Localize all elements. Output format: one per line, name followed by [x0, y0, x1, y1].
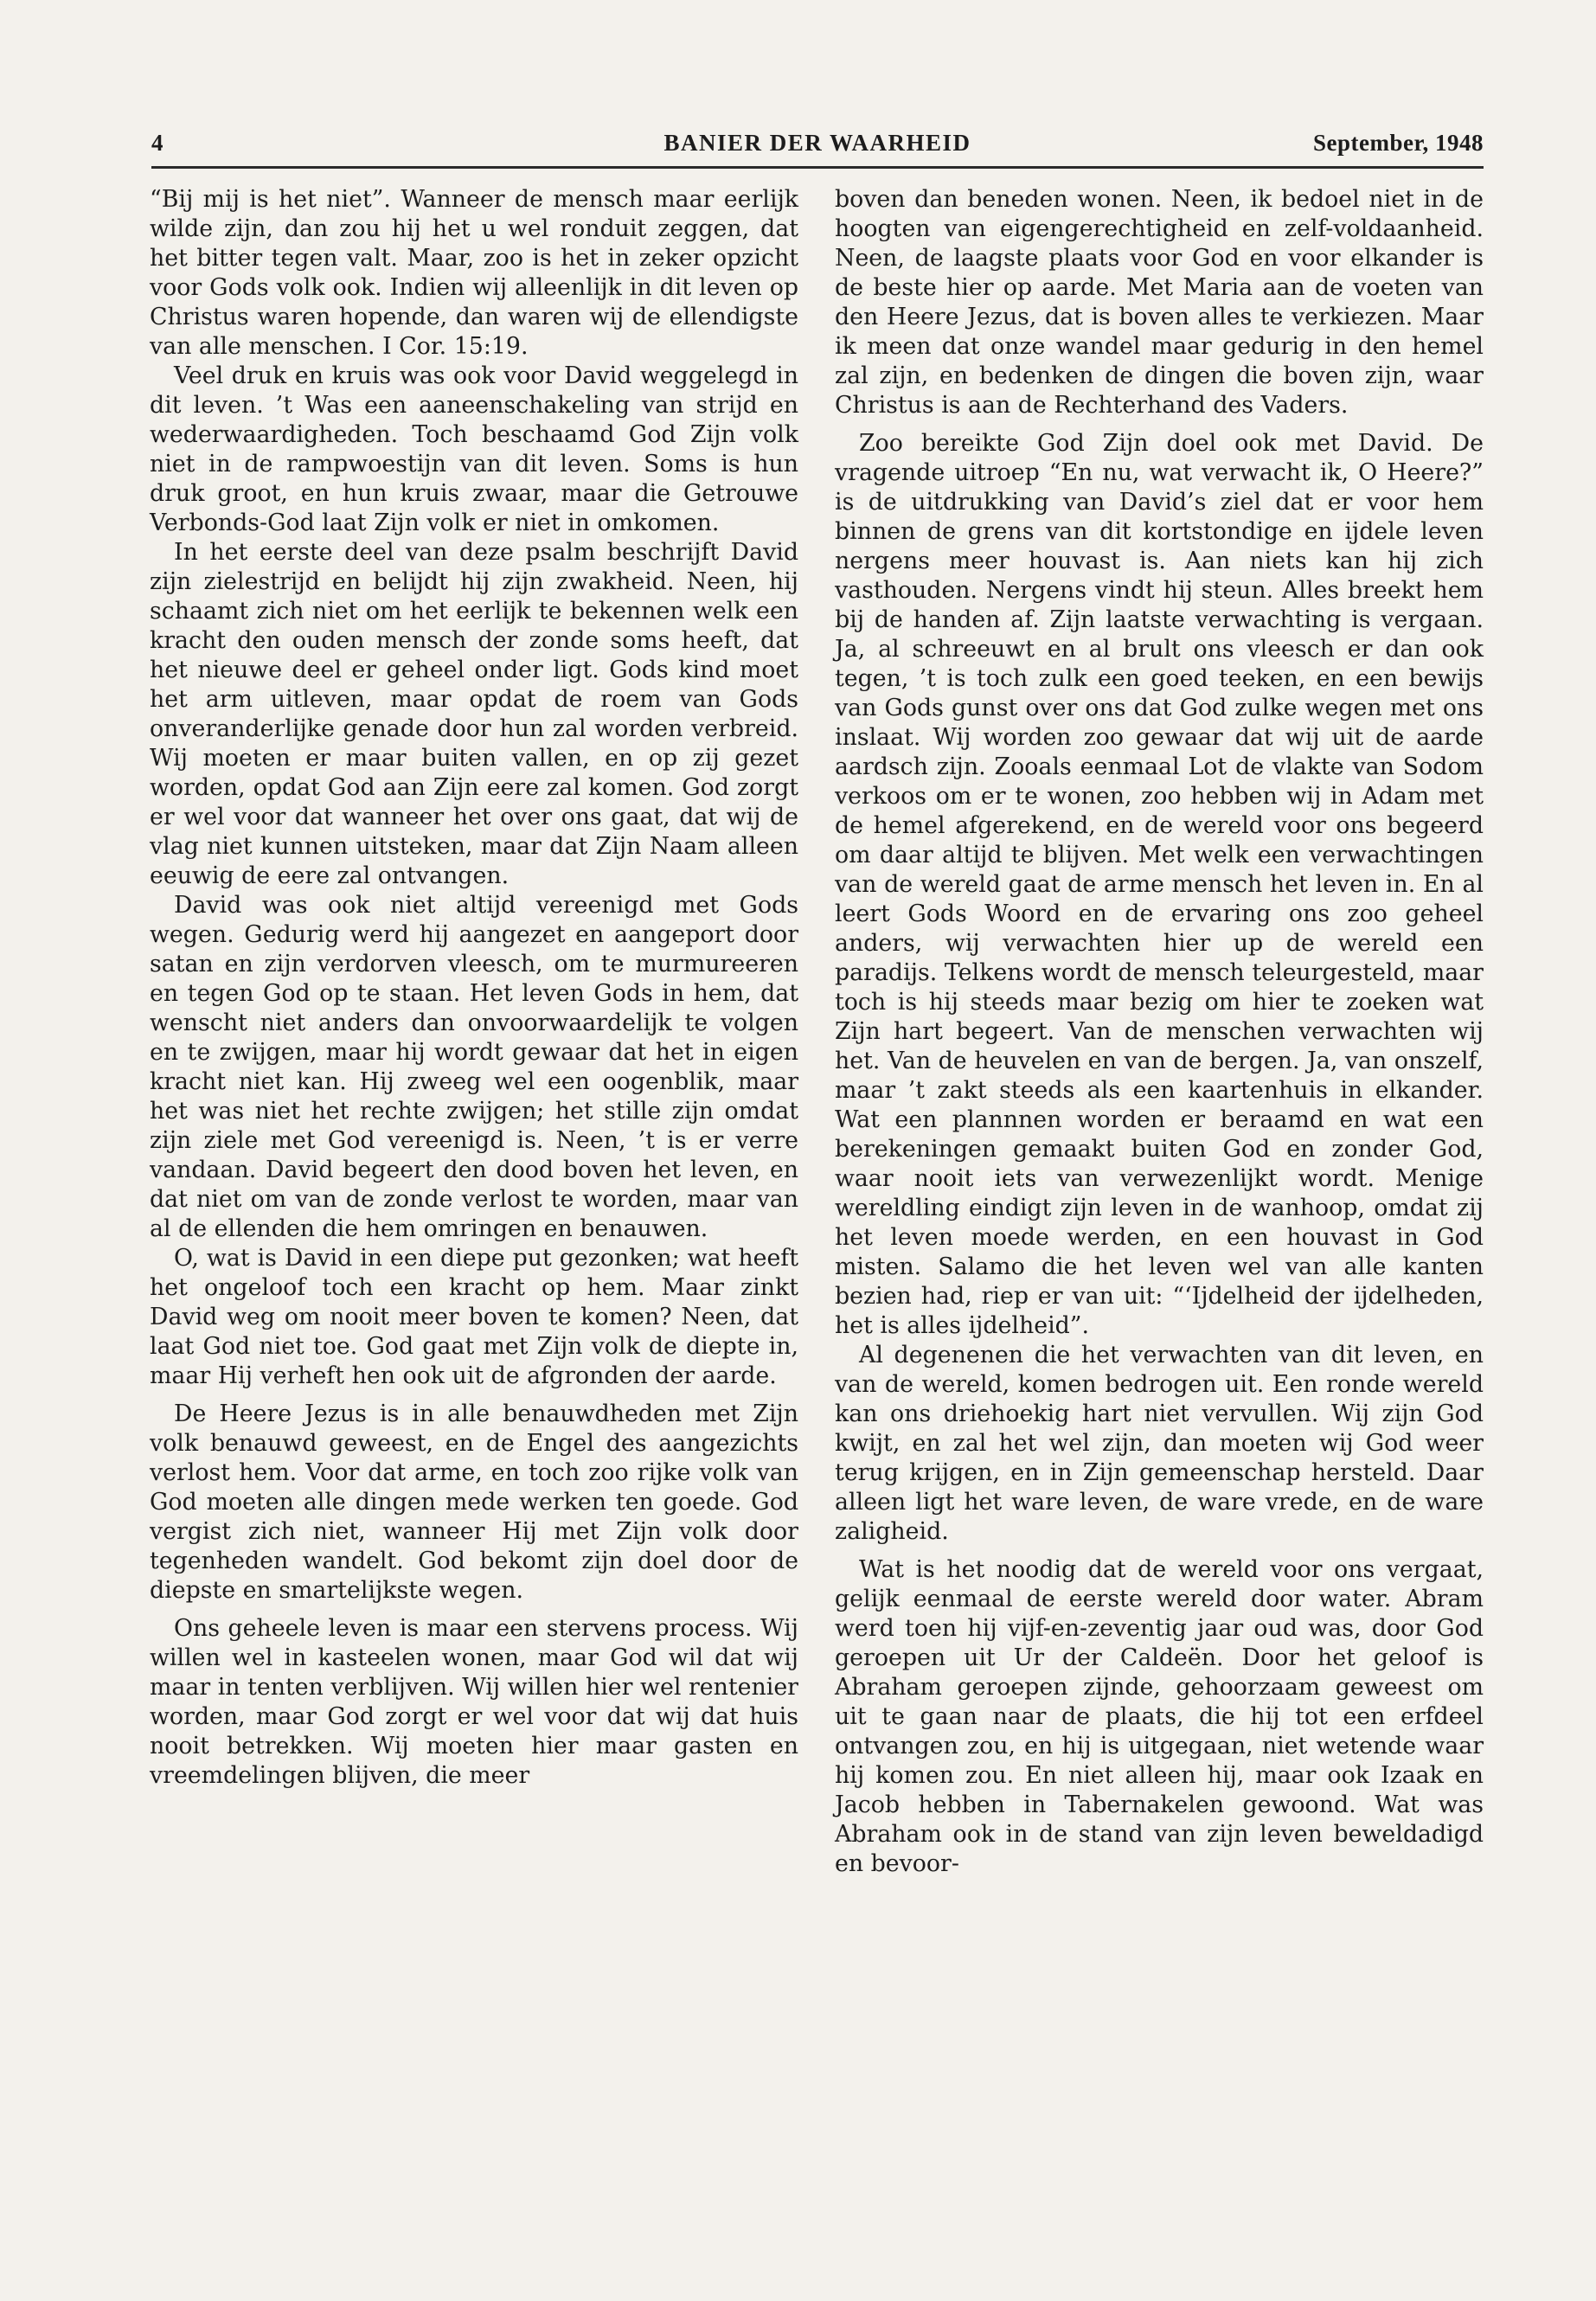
paragraph: “Bij mij is het niet”. Wanneer de mensch maar eerlijk wilde zijn, dan zou hij het u wel ronduit zeggen, dat het bitter tegen valt. Maar, zoo is het in zeker opzicht voor Gods volk ook. Indien wij alleenlijk in dit leven op Christus waren hopende, dan waren wij de ellendigste van alle menschen. I Cor. 15:19.	[150, 186, 798, 360]
paragraph: Ons geheele leven is maar een stervens process. Wij willen wel in kasteelen wonen, maar God wil dat wij maar in tenten verblijven. Wij willen hier wel rentenier worden, maar God zorgt er wel voor dat wij dat huis nooit betrekken. Wij moeten hier maar gasten en vreemdelingen blijven, die meer	[150, 1615, 798, 1789]
page-number: 4	[151, 130, 163, 156]
paragraph: In het eerste deel van deze psalm beschrijft David zijn zielestrijd en belijdt hij zijn zwakheid. Neen, hij schaamt zich niet om het eerlijk te bekennen welk een kracht den ouden mensch der zonde soms heeft, dat het nieuwe deel er geheel onder ligt. Gods kind moet het arm uitleven, maar opdat de roem van Gods onveranderlijke genade door hun zal worden verbreid. Wij moeten er maar buiten vallen, en op zij gezet worden, opdat God aan Zijn eere zal komen. God zorgt er wel voor dat wanneer het over ons gaat, dat wij de vlag niet kunnen uitsteken, maar dat Zijn Naam alleen eeuwig de eere zal ontvangen.	[150, 539, 798, 889]
paragraph: Veel druk en kruis was ook voor David weggelegd in dit leven. ’t Was een aaneenschakeling van strijd en wederwaardigheden. Toch beschaamd God Zijn volk niet in de rampwoestijn van dit leven. Soms is hun druk groot, en hun kruis zwaar, maar die Getrouwe Verbonds-God laat Zijn volk er niet in omkomen.	[150, 362, 798, 536]
header-rule	[151, 166, 1484, 169]
paragraph: David was ook niet altijd vereenigd met Gods wegen. Gedurig werd hij aangezet en aangeport door satan en zijn verdorven vleesch, om te murmureeren en tegen God op te staan. Het leven Gods in hem, dat wenscht niet anders dan onvoorwaardelijk te volgen en te zwijgen, maar hij wordt gewaar dat het in eigen kracht niet kan. Hij zweeg wel een oogenblik, maar het was niet het rechte zwijgen; het stille zijn omdat zijn ziele met God vereenigd is. Neen, ’t is er verre vandaan. David begeert den dood boven het leven, en dat niet om van de zonde verlost te worden, maar van al de ellenden die hem omringen en benauwen.	[150, 892, 798, 1242]
paragraph: Wat is het noodig dat de wereld voor ons vergaat, gelijk eenmaal de eerste wereld door water. Abram werd toen hij vijf-en-zeventig jaar oud was, door God geroepen uit Ur der Caldeën. Door het geloof is Abraham geroepen zijnde, gehoorzaam geweest om uit te gaan naar de plaats, die hij tot een erfdeel ontvangen zou, en hij is uitgegaan, niet wetende waar hij komen zou. En niet alleen hij, maar ook Izaak en Jacob hebben in Tabernakelen gewoond. Wat was Abraham ook in de stand van zijn leven beweldadigd en bevoor-	[835, 1556, 1484, 1877]
paragraph: boven dan beneden wonen. Neen, ik bedoel niet in de hoogten van eigengerechtigheid en zelf-voldaanheid. Neen, de laagste plaats voor God en voor elkander is de beste hier op aarde. Met Maria aan de voeten van den Heere Jezus, dat is boven alles te verkiezen. Maar ik meen dat onze wandel maar gedurig in den hemel zal zijn, en bedenken de dingen die boven zijn, waar Christus is aan de Rechterhand des Vaders.	[835, 186, 1484, 419]
publication-title: BANIER DER WAARHEID	[663, 130, 971, 156]
paragraph: O, wat is David in een diepe put gezonken; wat heeft het ongeloof toch een kracht op hem. Maar zinkt David weg om nooit meer boven te komen? Neen, dat laat God niet toe. God gaat met Zijn volk de diepte in, maar Hij verheft hen ook uit de afgronden der aarde.	[150, 1245, 798, 1389]
right-column	[835, 185, 1484, 1879]
paragraph: Al degenenen die het verwachten van dit leven, en van de wereld, komen bedrogen uit. Een ronde wereld kan ons driehoekig hart niet vervullen. Wij zijn God kwijt, en zal het wel zijn, dan moeten wij God weer terug krijgen, en in Zijn gemeenschap hersteld. Daar alleen ligt het ware leven, de ware vrede, en de ware zaligheid.	[835, 1342, 1484, 1545]
left-column	[150, 185, 798, 1791]
paragraph: De Heere Jezus is in alle benauwdheden met Zijn volk benauwd geweest, en de Engel des aangezichts verlost hem. Voor dat arme, en toch zoo rijke volk van God moeten alle dingen mede werken ten goede. God vergist zich niet, wanneer Hij met Zijn volk door tegenheden wandelt. God bekomt zijn doel door de diepste en smartelijkste wegen.	[150, 1400, 798, 1604]
paragraph: Zoo bereikte God Zijn doel ook met David. De vragende uitroep “En nu, wat verwacht ik, O Heere?” is de uitdrukking van David’s ziel dat er voor hem binnen de grens van dit kortstondige en ijdele leven nergens meer houvast is. Aan niets kan hij zich vasthouden. Nergens vindt hij steun. Alles breekt hem bij de handen af. Zijn laatste verwachting is vergaan. Ja, al schreeuwt en al brult ons vleesch er dan ook tegen, ’t is toch zulk een goed teeken, en een bewijs van Gods gunst over ons dat God zulke wegen met ons inslaat. Wij worden zoo gewaar dat wij uit de aarde aardsch zijn. Zooals eenmaal Lot de vlakte van Sodom verkoos om er te wonen, zoo hebben wij in Adam met de hemel afgerekend, en de wereld voor ons begeerd om daar altijd te blijven. Met welk een verwachtingen van de wereld gaat de arme mensch het leven in. En al leert Gods Woord en de ervaring ons zoo geheel anders, wij verwachten hier up de wereld een paradijs. Telkens wordt de mensch teleurgesteld, maar toch is hij steeds maar bezig om hier te zoeken wat Zijn hart begeert. Van de menschen verwachten wij het. Van de heuvelen en van de bergen. Ja, van onszelf, maar ’t zakt steeds als een kaartenhuis in elkander. Wat een plannnen worden er beraamd en wat een berekeningen gemaakt buiten God en zonder God, waar nooit iets van verwezenlijkt wordt. Menige wereldling eindigt zijn leven in de wanhoop, omdat zij het leven moede werden, en een houvast in God misten. Salamo die het leven wel van alle kanten bezien had, riep er van uit: “‘Ijdelheid der ijdelheden, het is alles ijdelheid”.	[835, 430, 1484, 1339]
issue-date: September, 1948	[1313, 130, 1484, 156]
running-header	[151, 130, 1484, 164]
